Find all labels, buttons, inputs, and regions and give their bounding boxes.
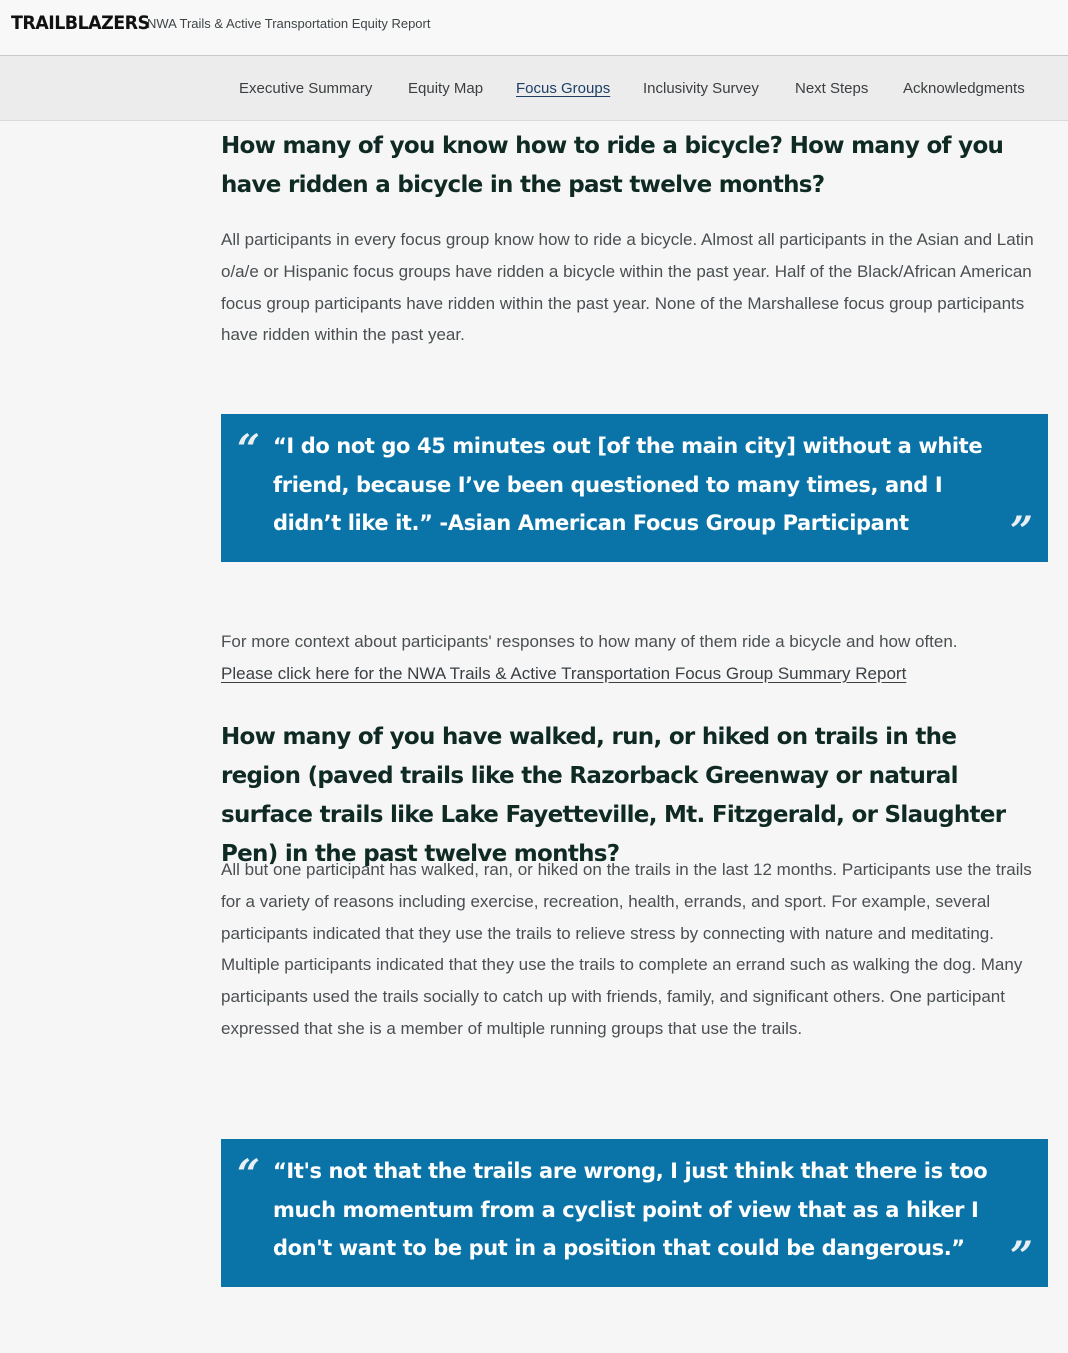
pull-quote-hiker — [221, 1139, 1048, 1287]
section-body-bicycle: All participants in every focus group know how to ride a bicycle. Almost all participants in the Asian and Latin o/a/e or Hispanic focus groups have ridden a bicycle within the past year. Half of the Black/African American focus group participants have ridden within the past year. None of the Marshallese focus group participants have ridden within the past year. — [221, 230, 1034, 345]
site-subtitle: NWA Trails & Active Transportation Equity Report — [147, 16, 431, 31]
top-bar — [0, 0, 1068, 56]
close-quote-icon: ” — [1009, 508, 1033, 555]
pull-quote-text: “I do not go 45 minutes out [of the main city] without a white friend, because I’ve been questioned to many times, and I didn’t like it.” -Asian American Focus Group Participant — [273, 434, 983, 535]
section-heading-bicycle: How many of you know how to ride a bicycle? How many of you have ridden a bicycle in the past twelve months? — [221, 133, 1004, 198]
nav-equity-map[interactable]: Equity Map — [408, 80, 484, 97]
nav-acknowledgments[interactable]: Acknowledgments — [903, 80, 1025, 97]
context-text: For more context about participants' responses to how many of them ride a bicycle and how often. — [221, 632, 958, 651]
section-heading-trails: How many of you have walked, run, or hiked on trails in the region (paved trails like the Razorback Greenway or natural surface trails like Lake Fayetteville, Mt. Fitzgerald, or Slaughter Pen) in the past twelve months? — [221, 724, 1006, 867]
brand-logo[interactable]: TRAILBLAZERS — [11, 12, 150, 34]
open-quote-icon: “ — [237, 426, 261, 473]
nav-next-steps[interactable]: Next Steps — [795, 80, 869, 97]
nav-executive-summary[interactable]: Executive Summary — [239, 80, 373, 97]
section-body-trails: All but one participant has walked, ran, or hiked on the trails in the last 12 months. Participants use the trails for a variety of reasons including exercise, recreation, health, errands, and sport. For example, several participants indicated that they use the trails to relieve stress by connecting with nature and meditating. Multiple participants indicated that they use the trails to complete an errand such as walking the dog. Many participants used the trails socially to catch up with friends, family, and significant others. One participant expressed that she is a member of multiple running groups that use the trails. — [221, 860, 1032, 1038]
main-nav — [0, 56, 1068, 121]
open-quote-icon: “ — [237, 1151, 261, 1198]
nav-inclusivity-survey[interactable]: Inclusivity Survey — [643, 80, 759, 97]
nav-focus-groups[interactable]: Focus Groups — [516, 80, 611, 97]
close-quote-icon: ” — [1009, 1233, 1033, 1280]
pull-quote-text: “It's not that the trails are wrong, I just think that there is too much momentum from a cyclist point of view that as a hiker I don't want to be put in a position that could be dangerous.” — [273, 1159, 988, 1260]
pull-quote-asian-american — [221, 414, 1048, 562]
summary-report-link[interactable]: Please click here for the NWA Trails & Active Transportation Focus Group Summary Report — [221, 663, 907, 683]
context-paragraph — [221, 626, 1047, 690]
